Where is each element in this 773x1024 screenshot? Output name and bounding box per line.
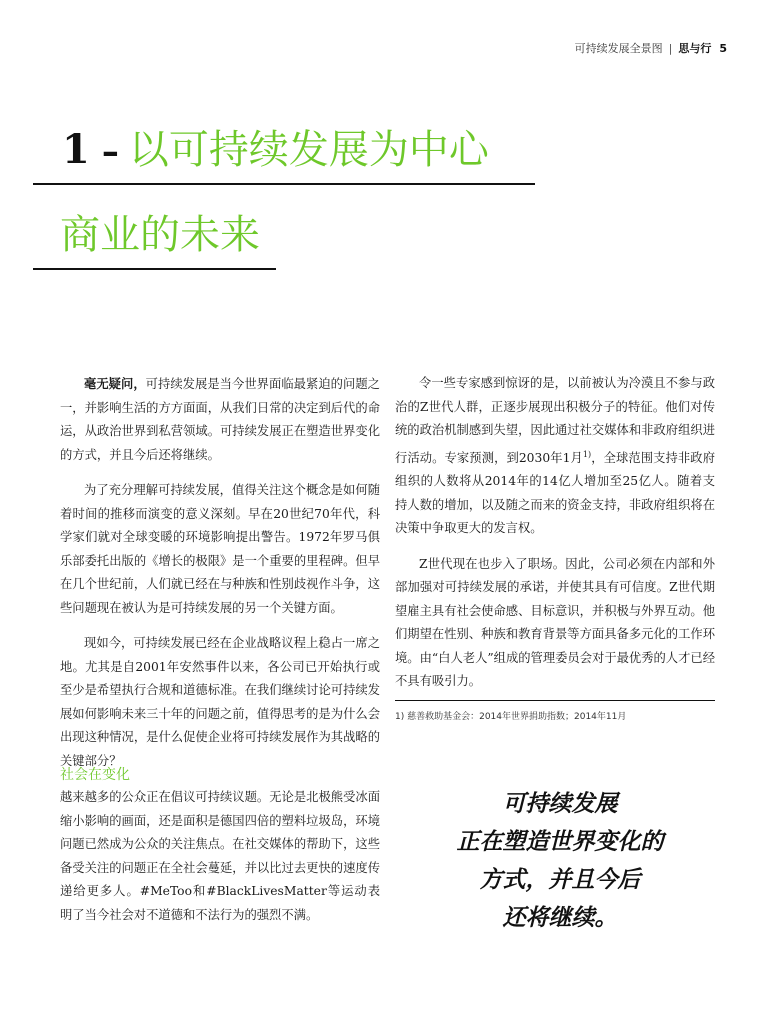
- subtitle-rule: [33, 268, 276, 270]
- chapter-dash: –: [101, 132, 119, 172]
- pull-quote-line: 方式，并且今后: [479, 867, 641, 893]
- pull-quote-line: 可持续发展: [502, 791, 618, 817]
- paragraph-lead: 毫无疑问，: [84, 376, 146, 391]
- footnote-marker: 1): [582, 449, 592, 459]
- chapter-number: 1: [62, 126, 90, 173]
- paragraph: 为了充分理解可持续发展，值得关注这个概念是如何随着时间的推移而演变的意义深刻。早在20世纪70年代，科学家们就对全球变暖的环境影响提出警告。1972年罗马俱乐部委托出版的《增长的极限》是一个重要的里程碑。但早在几个世纪前，人们就已经在与种族和性别歧视作斗争，这些问题现在被认为是可持续发展的另一个关键方面。: [60, 483, 380, 615]
- pull-quote-line: 正在塑造世界变化的: [456, 829, 664, 855]
- paragraph: 现如今，可持续发展已经在企业战略议程上稳占一席之地。尤其是自2001年安然事件以来，各公司已开始执行或至少是希望执行合规和道德标准。在我们继续讨论可持续发展如何影响未来三十年的问题之前，值得思考的是为什么会出现这种情况，是什么促使企业将可持续发展作为其战略的关键部分？: [60, 636, 380, 768]
- pull-quote-line: 还将继续。: [502, 905, 618, 931]
- paragraph: [60, 372, 380, 467]
- paragraph: [395, 372, 715, 541]
- paragraph: 越来越多的公众正在倡议可持续议题。无论是北极熊受冰面缩小影响的画面，还是面积是德国四倍的塑料垃圾岛，环境问题已然成为公众的关注焦点。在社交媒体的帮助下，这些备受关注的问题正在全社会蔓延，并以比过去更快的速度传递给更多人。#MeToo和#BlackLivesMatter等运动表明了当今社会对不道德和不法行为的强烈不满。: [60, 790, 380, 922]
- left-column: [60, 372, 380, 785]
- chapter-title-text: 以可持续发展为中心: [128, 127, 489, 173]
- page-number: 5: [719, 41, 727, 55]
- header-separator: |: [668, 41, 673, 55]
- right-column: [395, 372, 715, 706]
- running-header: [575, 40, 727, 56]
- title-rule: [33, 183, 535, 185]
- paragraph-text: ，全球范围支持非政府组织的人数将从2014年的14亿人增加至25亿人。随着支持人数的增加，以及随之而来的资金支持，非政府组织将在决策中争取更大的发言权。: [395, 450, 715, 536]
- paragraph-text: 可持续发展是当今世界面临最紧迫的问题之一，并影响生活的方方面面，从我们日常的决定到后代的命运，从政治世界到私营领域。可持续发展正在塑造世界变化的方式，并且今后还将继续。: [60, 377, 380, 462]
- section-subheading: 社会在变化: [60, 767, 130, 783]
- footnote-rule: [395, 700, 715, 701]
- paragraph: Z世代现在也步入了职场。因此，公司必须在内部和外部加强对可持续发展的承诺，并使其具有可信度。Z世代期望雇主具有社会使命感、目标意识，并积极与外界互动。他们期望在性别、种族和教育背景等方面具备多元化的工作环境。由“白人老人”组成的管理委员会对于最优秀的人才已经不具有吸引力。: [395, 556, 715, 689]
- pull-quote: [420, 785, 700, 937]
- left-column-lower: [60, 786, 380, 939]
- header-brand: 思与行: [678, 42, 712, 55]
- paragraph-text: 令一些专家感到惊讶的是，以前被认为冷漠且不参与政治的Z世代人群，正逐步展现出积极分子的特征。他们对传统的政治机制感到失望，因此通过社交媒体和非政府组织进行活动。专家预测，到2030年1月: [395, 376, 715, 465]
- chapter-subtitle: 商业的未来: [60, 212, 260, 258]
- header-section: 可持续发展全景图: [574, 42, 663, 55]
- footnote: 1) 慈善救助基金会：2014年世界捐助指数；2014年11月: [395, 712, 627, 722]
- chapter-title: [62, 126, 489, 173]
